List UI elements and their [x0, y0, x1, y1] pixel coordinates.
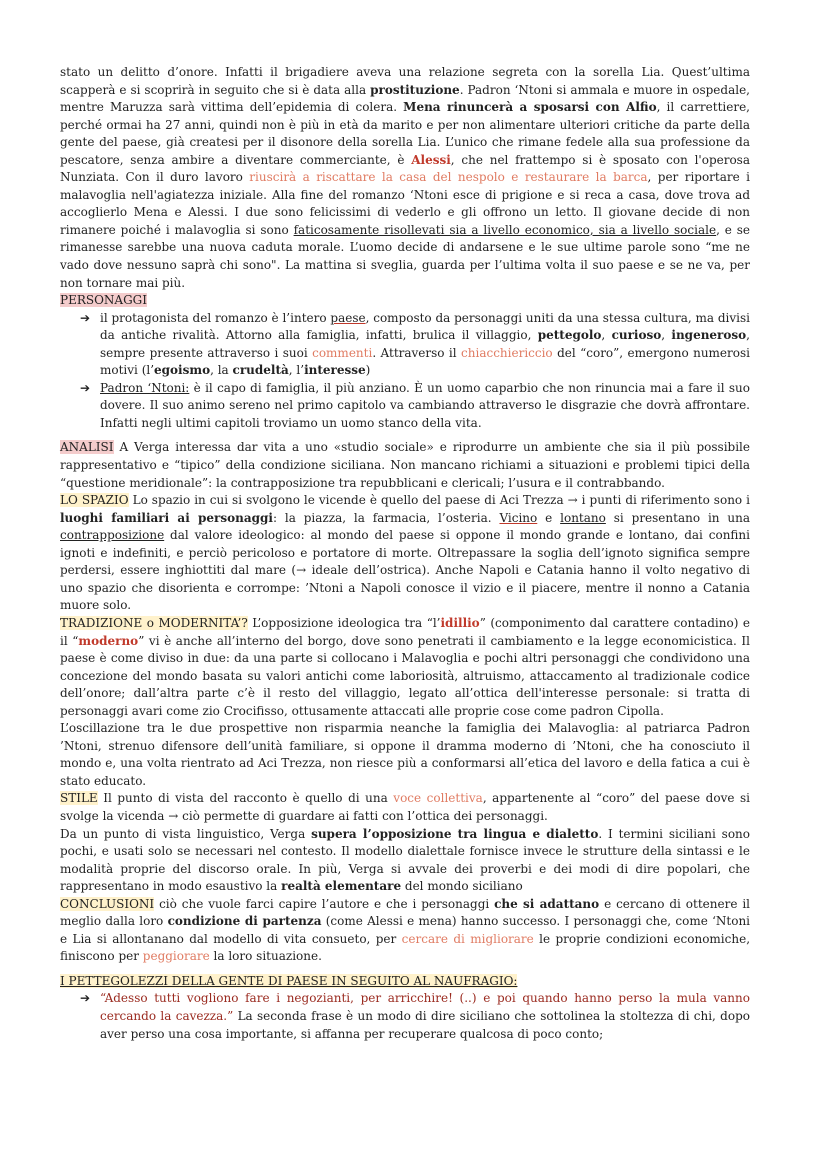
- arrow-icon: ➔: [80, 310, 91, 325]
- spazio-paragraph: LO SPAZIO Lo spazio in cui si svolgono le vicende è quello del paese di Aci Trezza → i punti di riferimento sono i luoghi familiari ai personaggi: la piazza, la farmacia, l’osteria. Vicino e lontano si presentano in una contrapposizione dal valore ideologico: al mondo del paese si oppone il mondo grande e lontano, dai confini ignoti e indefiniti, e perciò pericoloso e portatore di morte. Oltrepassare la soglia dell’ignoto significa sempre perdersi, essere inghiottiti dal mare (→ ideale dell’ostrica). Anche Napoli e Catania hanno il volto negativo di uno spazio che disorienta e corrompe: ’Ntoni a Napoli conosce il vizio e il piacere, mentre il nonno a Catania muore solo.: [60, 493, 751, 613]
- analisi-paragraph: ANALISI A Verga interessa dar vita a uno «studio sociale» e riprodurre un ambiente che sia il più possibile rappresentativo e “tipico” della condizione siciliana. Non mancano richiami a situazioni e problemi tipici della “questione meridionale”: la contrapposizione tra repubblicani e clericali; l’usura e il contrabbando.: [60, 440, 750, 490]
- quote: “Adesso tutti vogliono fare i negozianti, per arricchire! (..) e poi quando hanno perso la mula vanno cercando la cavezza.”: [100, 991, 750, 1023]
- pettegolezzi-heading: I PETTEGOLEZZI DELLA GENTE DI PAESE IN SEGUITO AL NAUFRAGIO:: [60, 973, 518, 988]
- list-item: ➔ Padron ‘Ntoni: è il capo di famiglia, il più anziano. È un uomo caparbio che non rinuncia mai a fare il suo dovere. Il suo animo sereno nel primo capitolo va cambiando attraverso le disgrazie che dovrà affrontare. Infatti negli ultimi capitoli troviamo un uomo stanco della vita.: [80, 380, 750, 430]
- document-page: [60, 64, 750, 1043]
- intro-paragraph: stato un delitto d’onore. Infatti il brigadiere aveva una relazione segreta con la sorella Lia. Quest’ultima scapperà e si scoprirà in seguito che si è data alla prostituzione. Padron ‘Ntoni si ammala e muore in ospedale, mentre Maruzza sarà vittima dell’epidemia di colera. Mena rinuncerà a sposarsi con Alfio, il carrettiere, perché ormai ha 27 anni, quindi non è più in età da marito e per non alimentare ulteriori critiche da parte della gente del paese, già createsi per il disonore della sorella Lia. L’unico che rimane fedele alla sua professione da pescatore, senza ambire a diventare commerciante, è Alessi, che nel frattempo si è sposato con l'operosa Nunziata. Con il duro lavoro riuscirà a riscattare la casa del nespolo e restaurare la barca, per riportare i malavoglia nell'agiatezza iniziale. Alla fine del romanzo ‘Ntoni esce di prigione e si reca a casa, dove trova ad accoglierlo Mena e Alessi. I due sono felicissimi di vederlo e gli offrono un letto. Il giovane decide di non rimanere poiché i malavoglia si sono faticosamente risollevati sia a livello economico, sia a livello sociale, e se rimanesse sarebbe una nuova caduta morale. L’uomo decide di andarsene e le sue ultime parole sono “me ne vado dove nessuno saprà chi sono". La mattina si sveglia, guarda per l’ultima volta il suo paese e se ne va, per non tornare mai più.: [60, 65, 751, 290]
- tradizione-paragraph-2: L’oscillazione tra le due prospettive non risparmia neanche la famiglia dei Malavoglia: al patriarca Padron ’Ntoni, strenuo difensore dell’unità familiare, si oppone il dramma moderno di ’Ntoni, che ha conosciuto il mondo e, una volta rientrato ad Aci Trezza, non riesce più a conformarsi all’etica del lavoro e della fatica a cui è stato educato.: [60, 721, 750, 788]
- arrow-icon: ➔: [80, 380, 91, 395]
- pettegolezzi-list: [60, 990, 750, 1043]
- personaggi-list: [60, 310, 750, 433]
- arrow-icon: ➔: [80, 991, 91, 1006]
- conclusioni-heading: CONCLUSIONI: [60, 896, 155, 911]
- stile-paragraph: STILE Il punto di vista del racconto è quello di una voce collettiva, appartenente al “coro” del paese dove si svolge la vicenda → ciò permette di guardare ai fatti con l’ottica dei personaggi.: [60, 791, 751, 823]
- analisi-heading: ANALISI: [60, 440, 114, 455]
- stile-heading: STILE: [60, 791, 98, 806]
- list-item: ➔ il protagonista del romanzo è l’intero paese, composto da personaggi uniti da una stessa cultura, ma divisi da antiche rivalità. Attorno alla famiglia, infatti, brulica il villaggio, pettegolo, curioso, ingeneroso, sempre presente attraverso i suoi commenti. Attraverso il chiacchiericcio del “coro”, emergono numerosi motivi (l’egoismo, la crudeltà, l’interesse): [80, 310, 750, 378]
- tradizione-heading: TRADIZIONE o MODERNITA’?: [60, 615, 248, 630]
- tradizione-paragraph: TRADIZIONE o MODERNITA’? L’opposizione ideologica tra “l’idillio” (componimento dal carattere contadino) e il “moderno” vi è anche all’interno del borgo, dove sono penetrati il cambiamento e la legge economicistica. Il paese è come diviso in due: da una parte si collocano i Malavoglia e pochi altri personaggi che condividono una concezione del mondo basata su valori antichi come laboriosità, altruismo, attaccamento al tradizionale codice dell’onore; dall’altra parte c’è il resto del villaggio, legato all’ottica dell'interesse personale: si tratta di personaggi avari come zio Crocifisso, ottusamente attaccati alle proprie cose come padron Cipolla.: [60, 615, 750, 718]
- spazio-heading: LO SPAZIO: [60, 493, 129, 508]
- conclusioni-paragraph: CONCLUSIONI ciò che vuole farci capire l’autore e che i personaggi che si adattano e cercano di ottenere il meglio dalla loro condizione di partenza (come Alessi e mena) hanno successo. I personaggi che, come ‘Ntoni e Lia si allontanano dal modello di vita consueto, per cercare di migliorare le proprie condizioni economiche, finiscono per peggiorare la loro situazione.: [60, 896, 751, 964]
- stile-paragraph-2: Da un punto di vista linguistico, Verga supera l’opposizione tra lingua e dialetto. I termini siciliani sono pochi, e usati solo se necessari nel contesto. Il modello dialettale fornisce invece le strutture della sintassi e le modalità proprie del discorso orale. In più, Verga si avvale dei proverbi e dei modi di dire popolari, che rappresentano in modo esaustivo la realtà elementare del mondo siciliano: [60, 826, 750, 894]
- list-item: ➔ “Adesso tutti vogliono fare i negozianti, per arricchire! (..) e poi quando hanno perso la mula vanno cercando la cavezza.” La seconda frase è un modo di dire siciliano che sottolinea la stoltezza di chi, dopo aver perso una cosa importante, si affanna per recuperare qualcosa di poco conto;: [80, 991, 750, 1041]
- personaggi-heading: PERSONAGGI: [60, 293, 148, 308]
